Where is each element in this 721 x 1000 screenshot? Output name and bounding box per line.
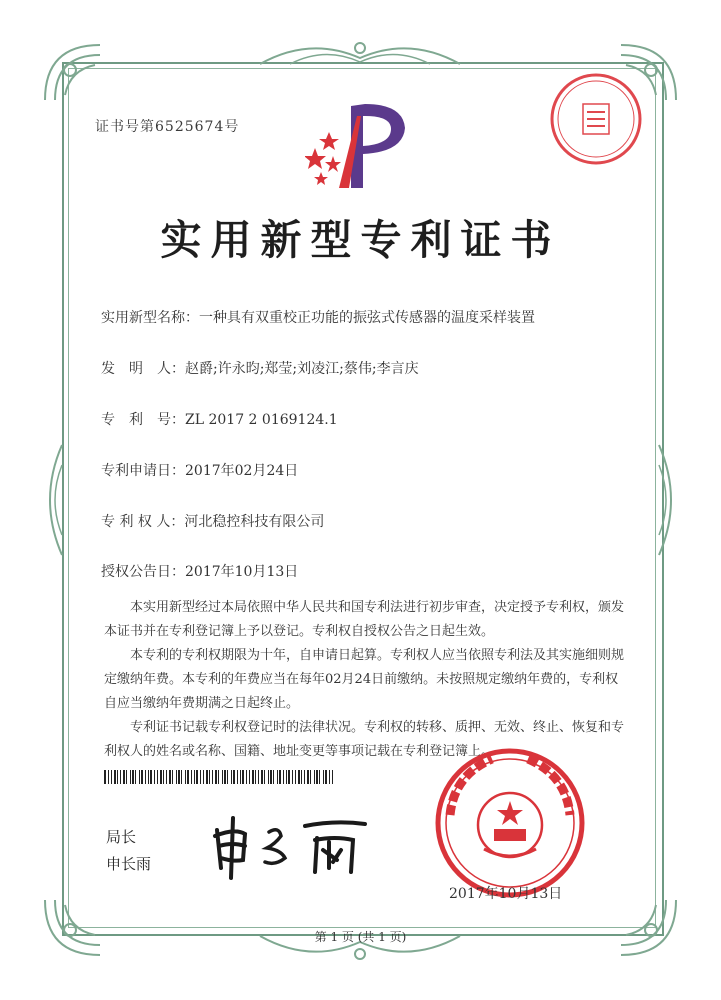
page-footer: 第 1 页 (共 1 页) (314, 930, 407, 944)
issue-date: 2017年10月13日 (449, 886, 563, 902)
field-value: ZL 2017 2 0169124.1 (185, 412, 338, 428)
corner-ornament-bottom-right (611, 890, 681, 960)
field-value: 2017年10月13日 (185, 564, 299, 580)
top-ornament (250, 36, 470, 70)
field-value: 赵爵;许永昀;郑莹;刘凌江;蔡伟;李言庆 (185, 361, 419, 377)
left-ornament (36, 440, 66, 560)
signer-name: 申长雨 (106, 855, 152, 873)
field-patentee (101, 511, 324, 531)
certificate-body (104, 596, 624, 764)
corner-ornament-bottom-left (40, 890, 110, 960)
certificate-title: 实用新型专利证书 (160, 216, 561, 264)
cnipa-logo-icon (305, 96, 415, 196)
body-paragraph: 专利证书记载专利权登记时的法律状况。专利权的转移、质押、无效、终止、恢复和专利权人的姓名或名称、国籍、地址变更等事项记载在专利登记簿上。 (104, 720, 625, 759)
field-label: 发 明 人： (101, 361, 185, 377)
field-label: 授权公告日： (101, 564, 185, 580)
field-inventors (101, 358, 419, 378)
body-paragraph: 本实用新型经过本局依照中华人民共和国专利法进行初步审查，决定授予专利权，颁发本证书并在专利登记簿上予以登记。专利权自授权公告之日起生效。 (104, 600, 625, 639)
field-value: 2017年02月24日 (185, 463, 299, 479)
corner-ornament-top-left (40, 40, 110, 110)
field-value: 一种具有双重校正功能的振弦式传感器的温度采样装置 (199, 310, 535, 326)
signer-title: 局长 (106, 828, 137, 846)
field-label: 实用新型名称： (101, 310, 199, 326)
field-value: 河北稳控科技有限公司 (184, 514, 325, 530)
agency-seal-icon (547, 70, 645, 168)
right-ornament (655, 440, 685, 560)
field-patent-number (101, 409, 338, 429)
barcode-icon (104, 770, 336, 784)
field-application-date (101, 460, 298, 480)
national-ip-office-seal-icon (432, 745, 588, 901)
field-label: 专 利 号： (101, 412, 185, 428)
field-label: 专 利 权 人： (101, 514, 185, 530)
handwritten-signature-icon (205, 810, 375, 880)
field-label: 专利申请日： (101, 463, 185, 479)
body-paragraph: 本专利的专利权期限为十年，自申请日起算。专利权人应当依照专利法及其实施细则规定缴纳年费。本专利的年费应当在每年02月24日前缴纳。未按照规定缴纳年费的，专利权自应当缴纳年费期满之日起终止。 (104, 648, 625, 711)
field-grant-date (101, 561, 298, 581)
field-utility-model-name (101, 307, 535, 327)
certificate-number: 证书号第6525674号 (95, 119, 240, 135)
